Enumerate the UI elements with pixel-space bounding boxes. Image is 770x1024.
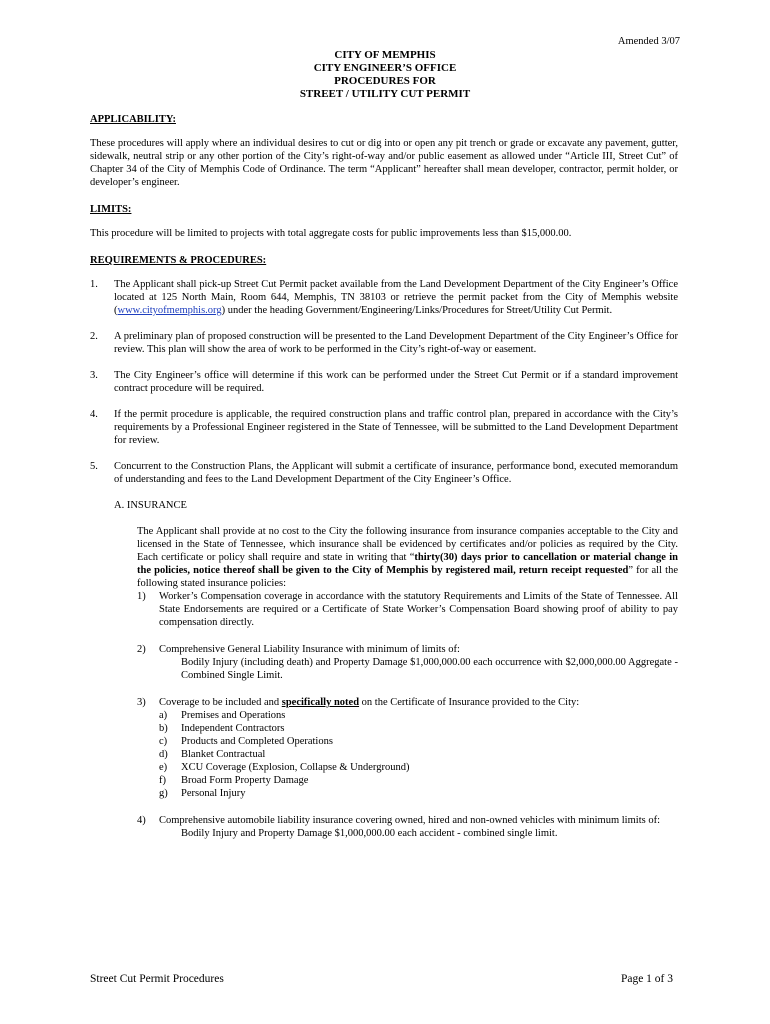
list-item: a) Premises and Operations [159,710,286,721]
requirements-heading: REQUIREMENTS & PROCEDURES: [90,255,267,266]
applicability-text: These procedures will apply where an individual desires to cut or dig into or open any pit trench or grade or excavate any pavement, gutter, sidewalk, neutral strip or any other portion of the City’s right-of-way and/or public easement as allowed under “Article III, Street Cut” of Chapter 34 of the City of Memphis Code of Ordinance. The term “Applicant” hereafter shall mean developer, contractor, permit holder, or developer’s engineer. [90,138,678,188]
insurance-item-workers-comp: 1) Worker’s Compensation coverage in accordance with the statutory Requirements and Limits of the State of Tennessee. All State Endorsements are required or a Certificate of State Worker’s Compensation Board showing proof of ability to pay compensation directly. [137,591,678,628]
list-item: b) Independent Contractors [159,723,285,734]
insurance-subheading: A. INSURANCE [114,500,187,511]
applicability-heading: APPLICABILITY: [90,114,176,125]
title-line-4: STREET / UTILITY CUT PERMIT [299,88,471,100]
city-website-link[interactable]: www.cityofmemphis.org [117,305,222,316]
page-number: Page 1 of 3 [620,973,673,985]
list-item: f) Broad Form Property Damage [159,775,309,786]
list-item: 2. A preliminary plan of proposed construction will be presented to the Land Development Department of the City Engineer’s Office for review. This plan will show the area of work to be performed in the City’s right-of-way or easement. [90,331,678,355]
list-item: 3. The City Engineer’s office will determine if this work can be performed under the Street Cut Permit or if a standard improvement contract procedure will be required. [90,370,678,394]
list-item: 1. The Applicant shall pick-up Street Cut Permit packet available from the Land Development Department of the City Engineer’s Office located at 125 North Main, Room 644, Memphis, TN 38103 or retrieve the permit packet from the City of Memphis website (www.cityofmemphis.org) under the heading Government/Engineering/Links/Procedures for Street/Utility Cut Permit. [90,279,678,316]
document-title [0,49,770,101]
coverage-list [159,709,678,800]
list-item: 4. If the permit procedure is applicable, the required construction plans and traffic control plan, prepared in accordance with the City’s requirements by a Professional Engineer registered in the State of Tennessee, will be submitted to the Land Development Department for review. [90,409,678,446]
limits-text: This procedure will be limited to projects with total aggregate costs for public improvements less than $15,000.00. [90,228,572,239]
insurance-item-general-liability: 2) Comprehensive General Liability Insurance with minimum of limits of: Bodily Injury (including death) and Property Damage $1,000,000.00 each occurrence with $2,000,000.00 Aggregate - Combined Single Limit. [137,644,678,681]
title-line-3: PROCEDURES FOR [334,75,436,87]
title-line-1: CITY OF MEMPHIS [334,49,436,61]
insurance-item-auto-liability: 4) Comprehensive automobile liability insurance covering owned, hired and non-owned vehicles with minimum limits of: Bodily Injury and Property Damage $1,000,000.00 each accident - combined single limit. [137,815,660,839]
requirements-list [90,278,678,840]
list-item: 5. Concurrent to the Construction Plans, the Applicant will submit a certificate of insurance, performance bond, executed memorandum of understanding and fees to the Land Development Department of the City Engineer’s Office. A. INSURANCE The Applicant shall provide at no cost to the City the following insurance from insurance companies acceptable to the City and licensed in the State of Tennessee, which insurance shall be evidenced by certificates and/or policies as required by the City. Each certificate or policy shall require and state in writing that “thirty(30) days prior to cancellation or material change in the policies, notice thereof shall be given to the City of Memphis by registered mail, return receipt requested” for all the following stated insurance policies: 1) Worker’s Compensation coverage in accordance with the statutory Requirements and Limits of the State of Tennessee. All State Endorsements are required or a Certificate of State Worker’s Compensation Board showing proof of ability to pay compensation directly. 2) Comprehensive General Liability Insurance with minimum of limits of: Bodily Injury (including death) and Property Damage $1,000,000.00 each occurrence with $2,000,000.00 Aggregate - Combined Single Limit. 3) Coverage to be included and specifically noted on the Certificate of Insurance provided to the City: a) Premises and Operations b) Independent Contractors c) Products and Completed Operations d) Blanket Contractual e) XCU Coverage (Explosion, Collapse & Underground) f) Broad Form Property Damage g) Personal Injury 4) Comprehensive automobile liability insurance covering owned, hired and non-owned vehicles with minimum limits of: Bodily Injury and Property Damage $1,000,000.00 each accident - combined single limit. [90,461,678,839]
list-item: d) Blanket Contractual [159,749,266,760]
list-item: c) Products and Completed Operations [159,736,333,747]
document-body [90,113,678,853]
list-item: g) Personal Injury [159,788,246,799]
page-footer [90,973,673,985]
footer-title: Street Cut Permit Procedures [90,973,224,985]
insurance-intro: The Applicant shall provide at no cost to the City the following insurance from insurance companies acceptable to the City and licensed in the State of Tennessee, which insurance shall be evidenced by certificates and/or policies as required by the City. Each certificate or policy shall require and state in writing that “thirty(30) days prior to cancellation or material change in the policies, notice thereof shall be given to the City of Memphis by registered mail, return receipt requested” for all the following stated insurance policies: [137,526,678,589]
insurance-section [137,525,678,840]
limits-heading: LIMITS: [90,204,132,215]
amended-date: Amended 3/07 [617,36,680,47]
insurance-item-coverage: 3) Coverage to be included and specifically noted on the Certificate of Insurance provided to the City: a) Premises and Operations b) Independent Contractors c) Products and Completed Operations d) Blanket Contractual e) XCU Coverage (Explosion, Collapse & Underground) f) Broad Form Property Damage g) Personal Injury [137,696,678,800]
list-item: e) XCU Coverage (Explosion, Collapse & Underground) [159,762,410,773]
title-line-2: CITY ENGINEER’S OFFICE [313,62,457,74]
